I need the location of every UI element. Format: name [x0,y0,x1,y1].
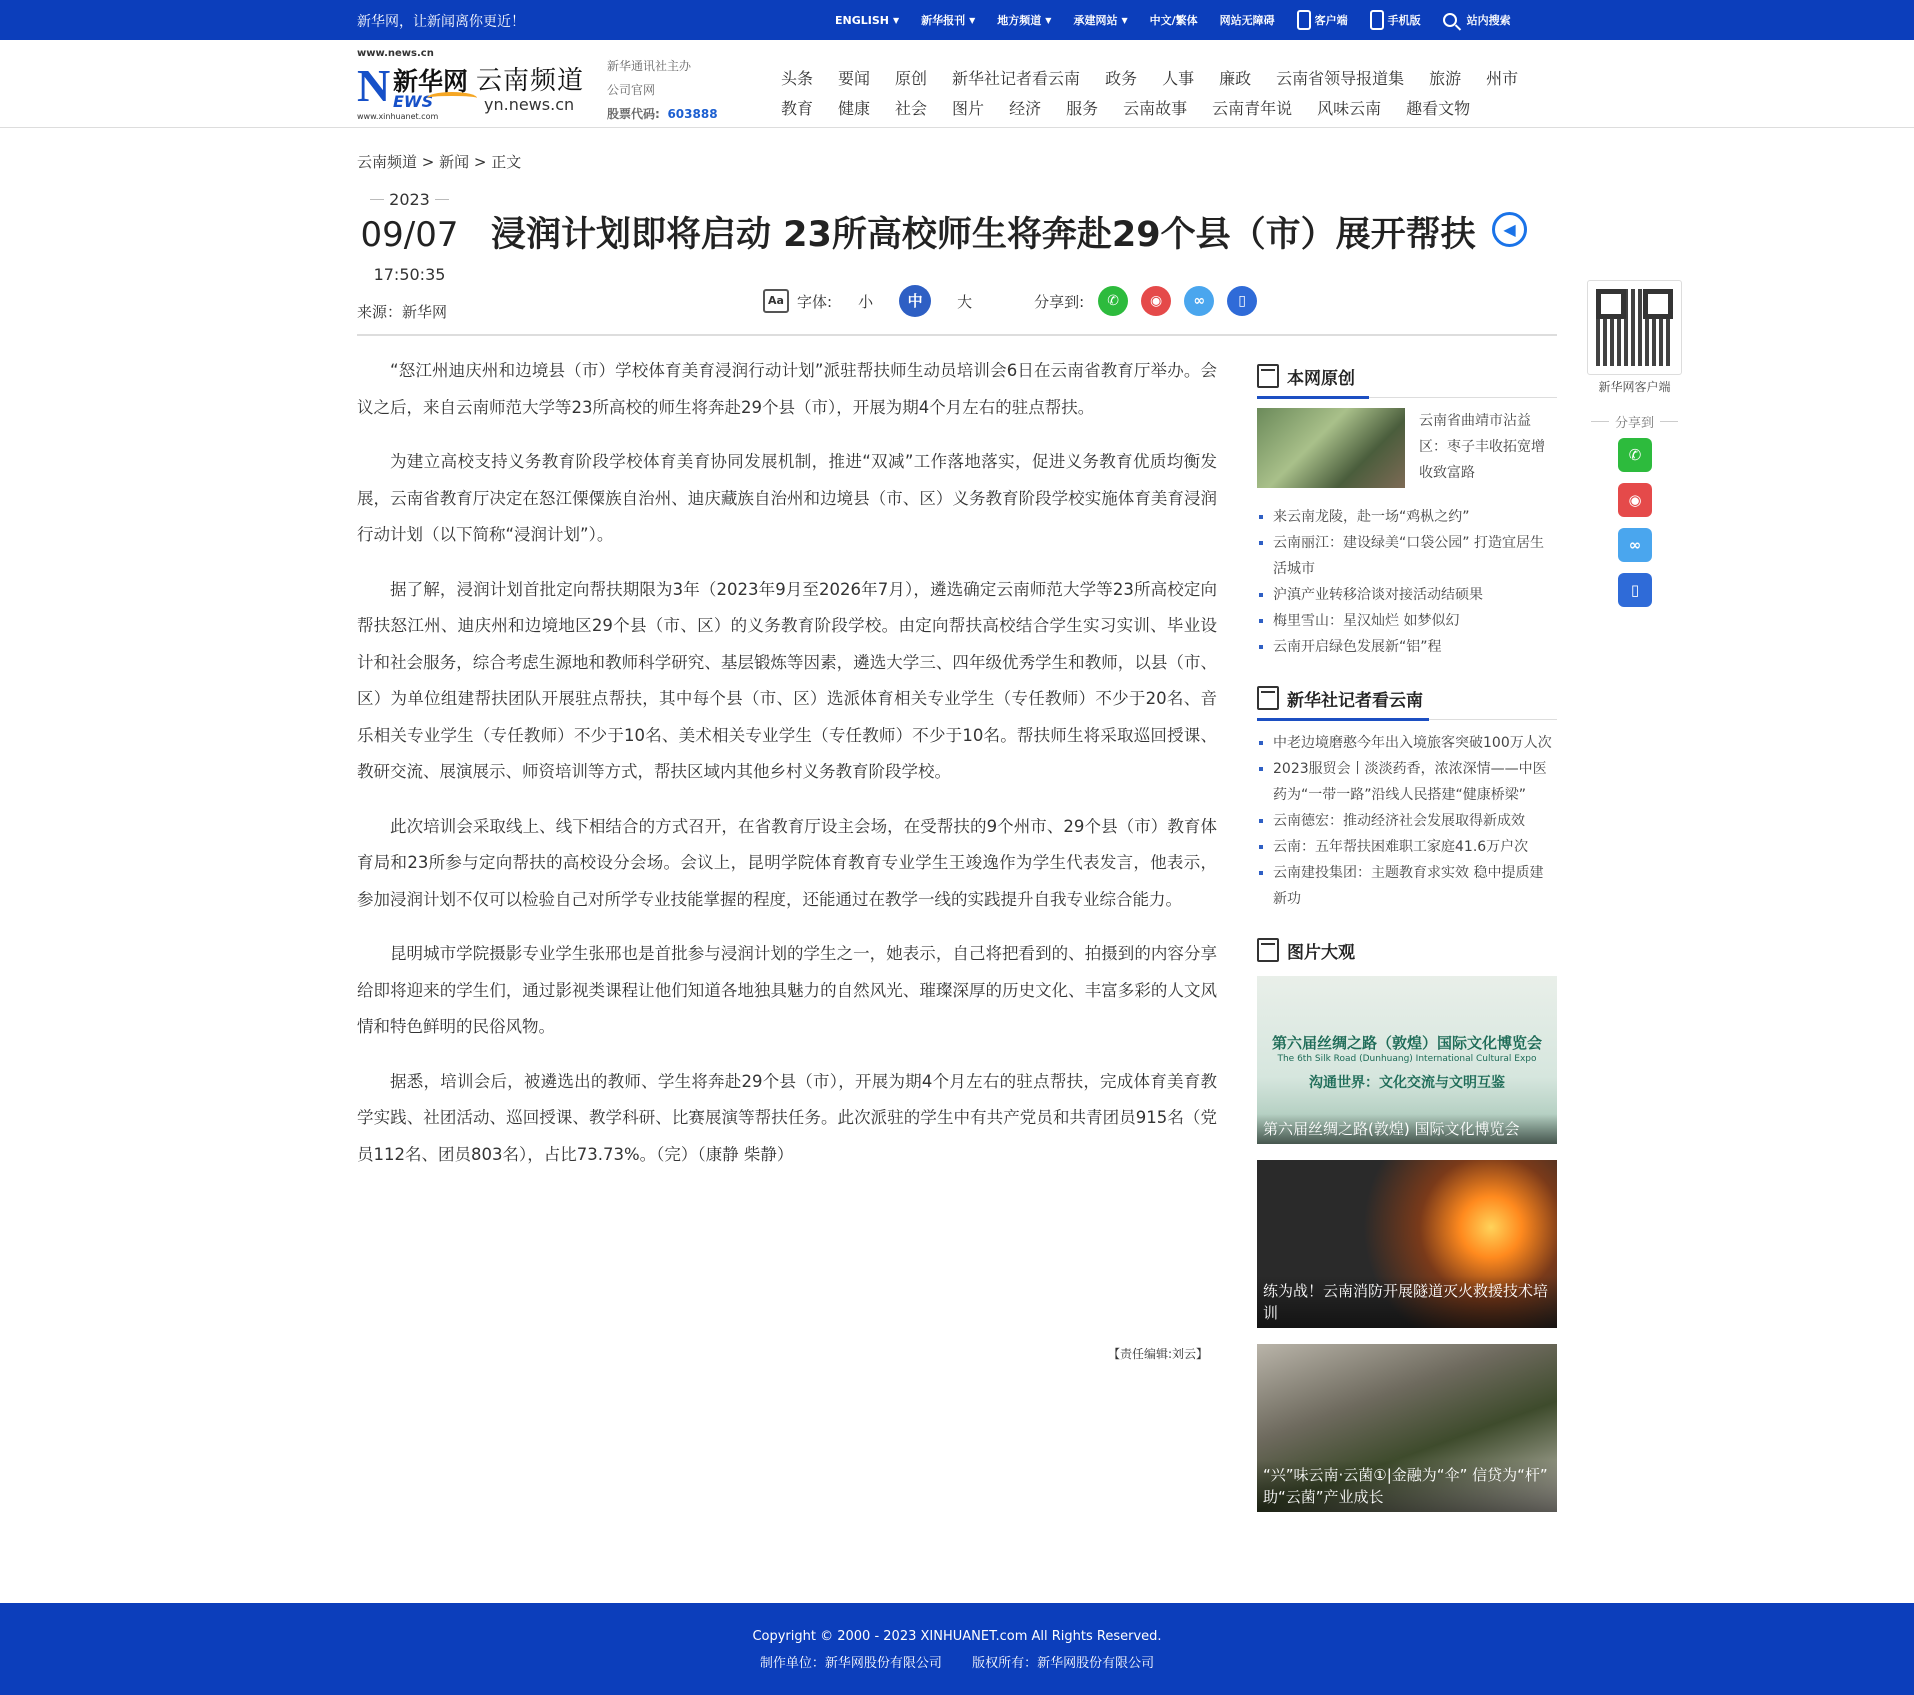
logo-domain-bottom: www.xinhuanet.com [357,112,439,121]
nav-search-label: 站内搜索 [1466,14,1511,27]
nav-hosted-sites[interactable] [1073,12,1127,28]
font-medium-button[interactable]: 中 [899,285,931,317]
footer-owner: 版权所有：新华网股份有限公司 [972,1656,1155,1671]
publish-monthday: 09/07 [360,215,459,255]
sidebar [1257,360,1557,1512]
picture-card[interactable] [1257,1160,1557,1328]
list-item[interactable]: 梅里雪山：星汉灿烂 如梦似幻 [1257,608,1557,634]
logo-domain-top: www.news.cn [357,48,434,59]
picture-caption[interactable]: 练为战！云南消防开展隧道灭火救援技术培训 [1257,1276,1557,1328]
stock-label: 股票代码: [607,107,660,121]
menu-item[interactable]: 云南省领导报道集 [1276,68,1405,88]
feature-title[interactable]: 云南省曲靖市沾益区：枣子丰收拓宽增收致富路 [1419,413,1545,481]
list-item[interactable]: 云南：五年帮扶困难职工家庭41.6万户次 [1257,834,1557,860]
mobile-icon [1370,10,1384,30]
side-share-text: 分享到 [1614,416,1654,431]
qr-label: 新华网客户端 [1598,380,1671,394]
book-icon [1257,686,1279,710]
font-size-icon: Aa [763,289,789,313]
qr-code-image [1596,289,1673,366]
picture-caption[interactable]: 第六届丝绸之路(敦煌) 国际文化博览会 [1257,1114,1557,1144]
site-footer [0,1603,1914,1695]
menu-item[interactable]: 旅游 [1429,68,1462,88]
book-icon [1257,364,1279,388]
poster-title: 第六届丝绸之路（敦煌）国际文化博览会 [1271,1034,1542,1052]
menu-item[interactable]: 教育 [781,98,814,118]
channel-menu [781,62,1531,122]
list-item[interactable]: 沪滇产业转移洽谈对接活动结硕果 [1257,582,1557,608]
channel-name-en: yn.news.cn [484,95,575,114]
publish-year-value: 2023 [389,190,430,209]
menu-item[interactable]: 人事 [1162,68,1195,88]
side-weibo-icon[interactable]: ◉ [1618,483,1652,517]
top-bar [0,0,1914,40]
site-slogan: 新华网，让新闻离你更近！ [357,14,525,30]
side-share-label [1587,412,1682,431]
list-item[interactable]: 中老边境磨憨今年出入境旅客突破100万人次 [1257,730,1557,756]
logo-brand: 新华网 [393,67,469,96]
nav-mobile-label: 手机版 [1387,14,1421,27]
list-item[interactable]: 云南德宏：推动经济社会发展取得新成效 [1257,808,1557,834]
nav-english[interactable] [835,14,899,27]
responsible-editor: 【责任编辑:刘云】 [1108,1347,1209,1361]
article-paragraph: 据悉，培训会后，被遴选出的教师、学生将奔赴29个县（市），开展为期4个月左右的驻点帮扶，完成体育美育教学实践、社团活动、巡回授课、教学科研、比赛展演等帮扶任务。此次派驻的学生中有共产党员和共青团员915名（党员112名、团员803名），占比73.73%。（完）（康静 柴静） [357,1071,1217,1164]
list-item[interactable]: 云南丽江：建设绿美“口袋公园” 打造宜居生活城市 [1257,530,1557,582]
article-paragraph: 据了解，浸润计划首批定向帮扶期限为3年（2023年9月至2026年7月），遴选确定云南师范大学等23所高校定向帮扶怒江州、迪庆州和边境地区29个县（市、区）的义务教育阶段学校。由定向帮扶高校结合学生实习实训、毕业设计和社会服务，综合考虑生源地和教师科学研究、基层锻炼等因素，遴选大学三、四年级优秀学生和教师，以县（市、区）为单位组建帮扶团队开展驻点帮扶，其中每个县（市、区）选派体育相关专业学生（专任教师）不少于20名、音乐相关专业学生（专任教师）不少于10名、美术相关专业学生（专任教师）不少于10名。帮扶师生将采取巡回授课、教研交流、展演展示、师资培训等方式，帮扶区域内其他乡村义务教育阶段学校。 [357,579,1217,781]
menu-item[interactable]: 图片 [952,98,985,118]
article-paragraph: 为建立高校支持义务教育阶段学校体育美育协同发展机制，推进“双减”工作落地落实，促进义务教育优质均衡发展，云南省教育厅决定在怒江傈僳族自治州、迪庆藏族自治州和边境县（市、区）义务教育阶段学校实施体育美育浸润行动计划（以下简称“浸润计划”）。 [357,452,1217,544]
publish-date [357,190,462,284]
speaker-icon[interactable]: ◀ [1492,212,1527,247]
section-underline [1257,396,1369,399]
footer-producer: 制作单位：新华网股份有限公司 [759,1656,942,1671]
list-item[interactable]: 2023服贸会丨淡淡药香，浓浓深情——中医药为“一带一路”沿线人民搭建“健康桥梁” [1257,756,1557,808]
menu-row-1 [781,62,1531,92]
article-source: 来源：新华网 [357,303,448,321]
font-size-label: 字体: [797,292,833,311]
header-meta [607,54,718,126]
stock-code [607,102,718,126]
search-icon [1443,13,1457,27]
nav-mobile[interactable] [1370,10,1421,30]
list-item[interactable]: 来云南龙陵，赴一场“鸡枞之约” [1257,504,1557,530]
menu-item[interactable]: 云南青年说 [1212,98,1293,118]
publish-time: 17:50:35 [373,265,446,284]
menu-item[interactable]: 要闻 [838,68,871,88]
breadcrumb[interactable]: 云南频道 > 新闻 > 正文 [357,153,522,171]
reporters-news-list [1257,730,1557,912]
nav-traditional-chinese[interactable] [1150,12,1198,28]
channel-name-cn: 云南频道 [476,66,585,96]
title-divider [357,334,1557,336]
menu-item[interactable]: 风味云南 [1317,98,1382,118]
nav-newspapers-label: 新华报刊 [921,14,966,27]
publish-year [357,190,462,209]
official-site-text: 公司官网 [607,83,656,97]
chevron-down-icon: ▼ [1045,15,1052,25]
original-news-list [1257,504,1557,660]
logo-news: EWS [393,92,434,111]
picture-caption[interactable]: “兴”味云南·云菌①|金融为“伞” 信贷为“杆” 助“云菌”产业成长 [1257,1460,1557,1512]
nav-client-label: 客户端 [1314,14,1348,27]
feature-image[interactable] [1257,408,1405,488]
menu-item[interactable]: 原创 [895,68,928,88]
article-paragraph: 此次培训会采取线上、线下相结合的方式召开，在省教育厅设主会场，在受帮扶的9个州市、29个县（市）教育体育局和23所参与定向帮扶的高校设分会场。会议上，昆明学院体育教育专业学生王竣逸作为学生代表发言，他表示，参加浸润计划不仅可以检验自己对所学专业技能掌握的程度，还能通过在教学一线的实践提升自我专业综合能力。 [357,816,1217,909]
mobile-share-icon[interactable]: ▯ [1227,286,1257,316]
poster-subtitle: 沟通世界：文化交流与文明互鉴 [1309,1075,1505,1091]
picture-card[interactable] [1257,1344,1557,1512]
menu-item[interactable]: 健康 [838,98,871,118]
picture-card[interactable] [1257,976,1557,1144]
nav-accessibility-label: 网站无障碍 [1219,14,1275,27]
chevron-down-icon: ▼ [1121,15,1128,25]
article-title: 浸润计划即将启动 23所高校师生将奔赴29个县（市）展开帮扶 [491,215,1476,255]
side-wechat-icon[interactable]: ✆ [1618,438,1652,472]
nav-traditional-label: 中文/繁体 [1149,14,1198,27]
menu-item[interactable]: 社会 [895,98,928,118]
menu-item[interactable]: 政务 [1105,68,1138,88]
qr-code[interactable] [1587,280,1682,375]
section-original-header [1257,360,1557,398]
phone-icon [1297,10,1311,30]
original-feature[interactable] [1257,408,1557,500]
wechat-share-icon[interactable]: ✆ [1098,286,1128,316]
menu-item[interactable]: 廉政 [1219,68,1252,88]
nav-accessibility[interactable] [1220,12,1275,28]
nav-search[interactable] [1443,12,1511,28]
logo-n-letter: N [357,60,391,111]
footer-credits [0,1652,1914,1671]
nav-local-channels[interactable] [997,12,1051,28]
section-reporters-header [1257,682,1557,720]
font-small-button[interactable]: 小 [858,292,874,311]
menu-item[interactable]: 州市 [1486,68,1519,88]
nav-newspapers[interactable] [921,12,975,28]
sponsor-text: 新华通讯社主办 [607,59,692,73]
chevron-down-icon: ▼ [969,15,976,25]
top-nav [835,0,1511,40]
menu-row-2 [781,92,1531,122]
nav-english-label: ENGLISH [835,13,889,27]
section-reporters-title[interactable]: 新华社记者看云南 [1287,691,1423,711]
article-paragraph: 昆明城市学院摄影专业学生张邢也是首批参与浸润计划的学生之一，她表示，自己将把看到的、拍摄到的内容分享给即将迎来的学生们，通过影视类课程让他们知道各地独具魅力的自然风光、璀璨深厚的历史文化、丰富多彩的人文风情和特色鲜明的民俗风物。 [357,944,1217,1036]
article-paragraph: “怒江州迪庆州和边境县（市）学校体育美育浸润行动计划”派驻帮扶师生动员培训会6日在云南省教育厅举办。会议之后，来自云南师范大学等23所高校的师生将奔赴29个县（市），开展为期4个月左右的驻点帮扶。 [357,361,1217,417]
poster-subtitle-en: The 6th Silk Road (Dunhuang) International Cultural Expo [1277,1054,1537,1064]
side-mobile-icon[interactable]: ▯ [1618,573,1652,607]
section-original-title[interactable]: 本网原创 [1287,369,1355,389]
site-header [0,40,1914,128]
section-pictures-header [1257,934,1557,972]
article-body [357,353,1217,1173]
list-item[interactable]: 云南建投集团：主题教育求实效 稳中提质建新功 [1257,860,1557,912]
nav-client[interactable] [1297,10,1348,30]
article-toolbar [763,285,1270,317]
weibo-share-icon[interactable]: ◉ [1141,286,1171,316]
section-underline [1257,718,1429,721]
menu-item[interactable]: 头条 [781,68,814,88]
nav-hosted-label: 承建网站 [1073,14,1118,27]
section-pictures-title[interactable]: 图片大观 [1287,943,1355,963]
footer-copyright: Copyright © 2000 - 2023 XINHUANET.com All Rights Reserved. [752,1629,1162,1644]
logo-swoosh [427,92,477,104]
menu-item[interactable]: 趣看文物 [1406,98,1471,118]
xinhua-logo[interactable] [357,48,479,124]
chevron-down-icon: ▼ [892,15,900,25]
stock-value[interactable]: 603888 [667,107,718,121]
side-link-icon[interactable]: ∞ [1618,528,1652,562]
list-item[interactable]: 云南开启绿色发展新“铝”程 [1257,634,1557,660]
menu-item[interactable]: 云南故事 [1123,98,1188,118]
font-large-button[interactable]: 大 [957,292,973,311]
channel-logo[interactable] [476,60,584,114]
menu-item[interactable]: 经济 [1009,98,1042,118]
menu-item[interactable]: 新华社记者看云南 [952,68,1081,88]
menu-item[interactable]: 服务 [1066,98,1099,118]
share-label: 分享到: [1034,292,1085,311]
book-icon [1257,938,1279,962]
nav-local-label: 地方频道 [997,14,1042,27]
link-share-icon[interactable]: ∞ [1184,286,1214,316]
